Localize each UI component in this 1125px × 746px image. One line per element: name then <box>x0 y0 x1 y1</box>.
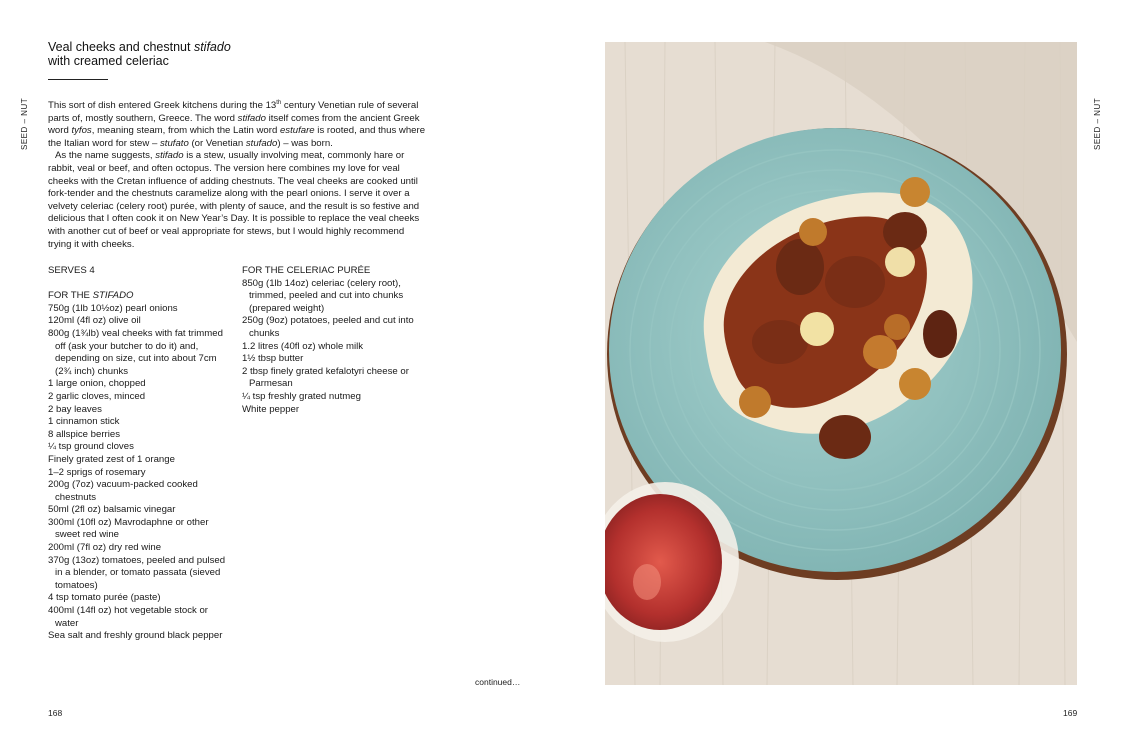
ingredient-line: 1 large onion, chopped <box>48 378 146 390</box>
title-italic: stifado <box>193 40 231 54</box>
title-part1: Veal cheeks and chestnut <box>48 40 191 54</box>
side-section-label: SEED – NUT <box>20 97 29 150</box>
ingredient-line: Finely grated zest of 1 orange <box>48 453 175 465</box>
ingredient-line: 1.2 litres (40fl oz) whole milk <box>242 340 364 352</box>
wine-highlight <box>633 564 661 600</box>
ingredient-line: 800g (1¾lb) veal cheeks with fat trimmed off (ask your butcher to do it) and, depending on size, cut into about 7cm (2¾ inch) chunks <box>48 327 223 377</box>
ingredient-line: Sea salt and freshly ground black pepper <box>48 630 223 642</box>
photo-illustration <box>605 42 1077 685</box>
ingredient-line: 4 tsp tomato purée (paste) <box>48 592 161 604</box>
serves-label: SERVES 4 <box>48 265 95 276</box>
ingredient-line: 120ml (4fl oz) olive oil <box>48 315 141 327</box>
ingredient-line: 1 cinnamon stick <box>48 416 120 428</box>
intro-paragraph-2: As the name suggests, stifado is a stew, usually involving meat, commonly hare or rabbit, veal or beef, and often octopus. The version here combines my love for veal cheeks with the Cretan influence of adding chestnuts. The veal cheeks are cooked until fork-tender and the chestnuts caramelize along with the pearl onions. I serve it over a velvety celeriac (celery root) purée, with plenty of sauce, and the result is so festive and delicious that I often cook it on New Year’s Day. It is possible to replace the veal cheeks with another cut of beef or veal appropriate for stews, but I would highly recommend trying it with cheeks. <box>48 150 420 250</box>
ingredient-line: 1½ tbsp butter <box>242 353 304 365</box>
stifado-ingredient-list <box>48 303 233 643</box>
ingredient-line: 750g (1lb 10½oz) pearl onions <box>48 302 178 314</box>
right-page <box>563 0 1125 746</box>
ingredient-line: 200g (7oz) vacuum-packed cooked chestnuts <box>48 479 198 503</box>
page-number-left: 168 <box>48 708 63 718</box>
celeriac-ingredient-list <box>242 278 427 417</box>
recipe-title <box>48 40 231 68</box>
stifado-heading: FOR THE STIFADO <box>48 290 134 302</box>
side-section-label-right: SEED – NUT <box>1093 97 1102 150</box>
celeriac-heading: FOR THE CELERIAC PURÉE <box>242 265 371 276</box>
continued-note: continued… <box>475 677 521 687</box>
intro-paragraph-1: This sort of dish entered Greek kitchens during the 13th century Venetian rule of several parts of, mostly southern, Greece. The word stifado itself comes from the ancient Greek word tyfos, meaning steam, from which the Latin word estufare is rooted, and thus where the Italian word for stew – stufato (or Venetian stufado) – was born. <box>48 99 426 149</box>
ingredients-column-1 <box>48 265 233 643</box>
ingredient-line: 2 tbsp finely grated kefalotyri cheese or Parmesan <box>242 365 409 390</box>
ingredient-line: ¼ tsp ground cloves <box>48 441 134 453</box>
ingredient-line: 8 allspice berries <box>48 428 120 440</box>
plated-stew-photo <box>605 42 1077 685</box>
ingredient-line: ¼ tsp freshly grated nutmeg <box>242 390 361 402</box>
ingredient-line: 50ml (2fl oz) balsamic vinegar <box>48 504 176 516</box>
ingredient-line: 2 garlic cloves, minced <box>48 390 146 402</box>
intro-text <box>48 100 426 251</box>
ingredient-line: 2 bay leaves <box>48 403 102 415</box>
title-line2: with creamed celeriac <box>48 54 169 68</box>
ingredient-line: 370g (13oz) tomatoes, peeled and pulsed in a blender, or tomato passata (sieved tomatoes) <box>48 554 226 591</box>
ingredient-line: 1–2 sprigs of rosemary <box>48 466 146 478</box>
ingredient-line: White pepper <box>242 403 300 415</box>
ingredients-column-2 <box>242 265 427 416</box>
ingredient-line: 300ml (10fl oz) Mavrodaphne or other sweet red wine <box>48 516 209 541</box>
ingredient-line: 200ml (7fl oz) dry red wine <box>48 542 162 554</box>
ingredient-line: 400ml (14fl oz) hot vegetable stock or water <box>48 605 208 629</box>
ingredient-line: 850g (1lb 14oz) celeriac (celery root), trimmed, peeled and cut into chunks (prepared weight) <box>242 277 404 314</box>
ingredient-line: 250g (9oz) potatoes, peeled and cut into chunks <box>242 315 414 339</box>
title-divider <box>48 79 108 80</box>
page-number-right: 169 <box>1063 708 1078 718</box>
